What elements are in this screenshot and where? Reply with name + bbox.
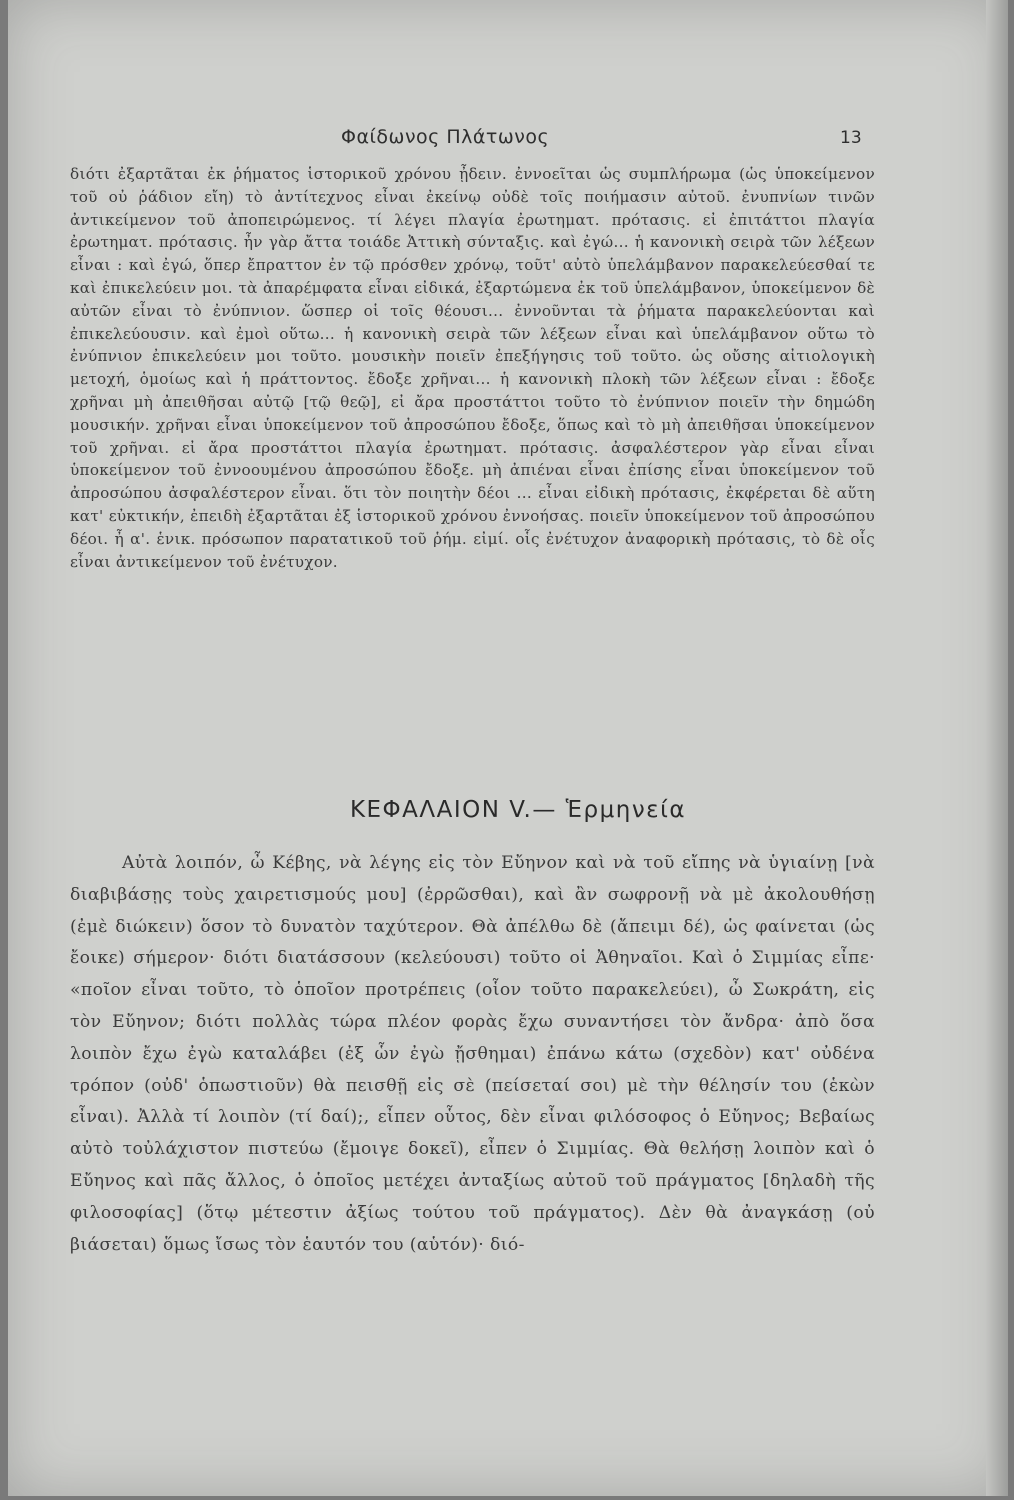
page-number: 13 xyxy=(840,128,862,148)
translation-text xyxy=(70,848,875,1261)
book-page xyxy=(8,0,1008,1496)
notes-paragraph: διότι ἐξαρτᾶται ἐκ ῥήματος ἱστορικοῦ χρόνου ᾖδειν. ἐννοεῖται ὡς συμπλήρωμα (ὡς ὑποκείμενον τοῦ οὐ ῥάδιον εἴη) τὸ ἀντίτεχνος εἶναι ἐκείνῳ οὐδὲ τοῖς ποιήμασιν αὐτοῦ. ἐνυπνίων τινῶν ἀντικείμενον τοῦ ἀποπειρώμενος. τί λέγει πλαγία ἐρωτηματ. πρότασις. εἰ ἐπιτάττοι πλαγία ἐρωτηματ. πρότασις. ἦν γὰρ ἄττα τοιάδε Ἀττικὴ σύνταξις. καὶ ἐγώ... ἡ κανονικὴ σειρὰ τῶν λέξεων εἶναι : καὶ ἐγώ, ὅπερ ἔπραττον ἐν τῷ πρόσθεν χρόνῳ, τοῦτ' αὐτὸ ὑπελάμβανον παρακελεύεσθαί τε καὶ ἐπικελεύειν μοι. τὰ ἀπαρέμφατα εἶναι εἰδικά, ἐξαρτώμενα ἐκ τοῦ ὑπελάμβανον, ὑποκείμενον δὲ αὐτῶν εἶναι τὸ ἐνύπνιον. ὥσπερ οἱ τοῖς θέουσι... ἐννοῦνται τὰ ῥήματα παρακελεύονται καὶ ἐπικελεύουσιν. καὶ ἐμοὶ οὕτω... ἡ κανονικὴ σειρὰ τῶν λέξεων εἶναι καὶ ὑπελάμβανον οὕτω τὸ ἐνύπνιον ἐπικελεύειν μοι τοῦτο. μουσικὴν ποιεῖν ἐπεξήγησις τοῦ τοῦτο. ὡς οὔσης αἰτιολογικὴ μετοχή, ὁμοίως καὶ ἡ πράττοντος. ἔδοξε χρῆναι... ἡ κανονικὴ πλοκὴ τῶν λέξεων εἶναι : ἔδοξε χρῆναι μὴ ἀπειθῆσαι αὐτῷ [τῷ θεῷ], εἰ ἄρα προστάττοι τοῦτο τὸ ἐνύπνιον ποιεῖν τὴν δημώδη μουσικήν. χρῆναι εἶναι ὑποκείμενον τοῦ ἀπροσώπου ἔδοξε, ὅπως καὶ τὸ μὴ ἀπειθῆσαι ὑποκείμενον τοῦ χρῆναι. εἰ ἄρα προστάττοι πλαγία ἐρωτηματ. πρότασις. ἀσφαλέστερον γὰρ εἶναι εἶναι ὑποκείμενον τοῦ ἐννοουμένου ἀπροσώπου ἔδοξε. μὴ ἀπιέναι εἶναι ἐπίσης εἶναι ὑποκείμενον τοῦ ἀπροσώπου ἀσφαλέστερον εἶναι. ὅτι τὸν ποιητὴν δέοι ... εἶναι εἰδικὴ πρότασις, ἐκφέρεται δὲ αὕτη κατ' εὐκτικήν, ἐπειδὴ ἐξαρτᾶται ἐξ ἱστορικοῦ χρόνου ἐννοήσας. ποιεῖν ὑποκείμενον τοῦ ἀπροσώπου δέοι. ἦ α'. ἑνικ. πρόσωπον παρατατικοῦ τοῦ ῥήμ. εἰμί. οἷς ἐνέτυχον ἀναφορικὴ πρότασις, τὸ δὲ οἷς εἶναι ἀντικείμενον τοῦ ἐνέτυχον. xyxy=(70,165,875,571)
page-edge xyxy=(986,0,1008,1496)
chapter-heading: ΚΕΦΑΛΑΙΟΝ V.— Ἑρμηνεία xyxy=(349,797,687,823)
running-title: Φαίδωνος Πλάτωνος xyxy=(341,126,550,148)
translation-paragraph: Αὐτὰ λοιπόν, ὦ Κέβης, νὰ λέγης εἰς τὸν Εὔηνον καὶ νὰ τοῦ εἴπης νὰ ὑγιαίνῃ [νὰ διαβιβάσῃς τοὺς χαιρετισμούς μου] (ἐρρῶσθαι), καὶ ἂν σωφρονῇ νὰ μὲ ἀκολουθήσῃ (ἐμὲ διώκειν) ὅσον τὸ δυνατὸν ταχύτερον. Θὰ ἀπέλθω δὲ (ἄπειμι δέ), ὡς φαίνεται (ὡς ἔοικε) σήμερον· διότι διατάσσουν (κελεύουσι) τοῦτο οἱ Ἀθηναῖοι. Καὶ ὁ Σιμμίας εἶπε· «ποῖον εἶναι τοῦτο, τὸ ὁποῖον προτρέπεις (οἷον τοῦτο παρακελεύει), ὦ Σωκράτη, εἰς τὸν Εὔηνον; διότι πολλὰς τώρα πλέον φορὰς ἔχω συναντήσει τὸν ἄνδρα· ἀπὸ ὅσα λοιπὸν ἔχω ἐγὼ καταλάβει (ἐξ ὧν ἐγὼ ᾔσθημαι) ἐπάνω κάτω (σχεδὸν) κατ' οὐδένα τρόπον (οὐδ' ὁπωστιοῦν) θὰ πεισθῇ εἰς σὲ (πείσεταί σοι) μὲ τὴν θέλησίν του (ἑκὼν εἶναι). Ἀλλὰ τί λοιπὸν (τί δαί);, εἶπεν οὗτος, δὲν εἶναι φιλόσοφος ὁ Εὔηνος; Βεβαίως αὐτὸ τοὐλάχιστον πιστεύω (ἔμοιγε δοκεῖ), εἶπεν ὁ Σιμμίας. Θὰ θελήσῃ λοιπὸν καὶ ὁ Εὔηνος καὶ πᾶς ἄλλος, ὁ ὁποῖος μετέχει ἀνταξίως αὐτοῦ τοῦ πράγματος [δηλαδὴ τῆς φιλοσοφίας] (ὅτῳ μέτεστιν ἀξίως τούτου τοῦ πράγματος). Δὲν θὰ ἀναγκάσῃ (οὐ βιάσεται) ὅμως ἴσως τὸν ἑαυτόν του (αὑτόν)· διό- xyxy=(70,853,875,1255)
commentary-notes xyxy=(70,163,875,573)
running-header xyxy=(8,122,1008,152)
